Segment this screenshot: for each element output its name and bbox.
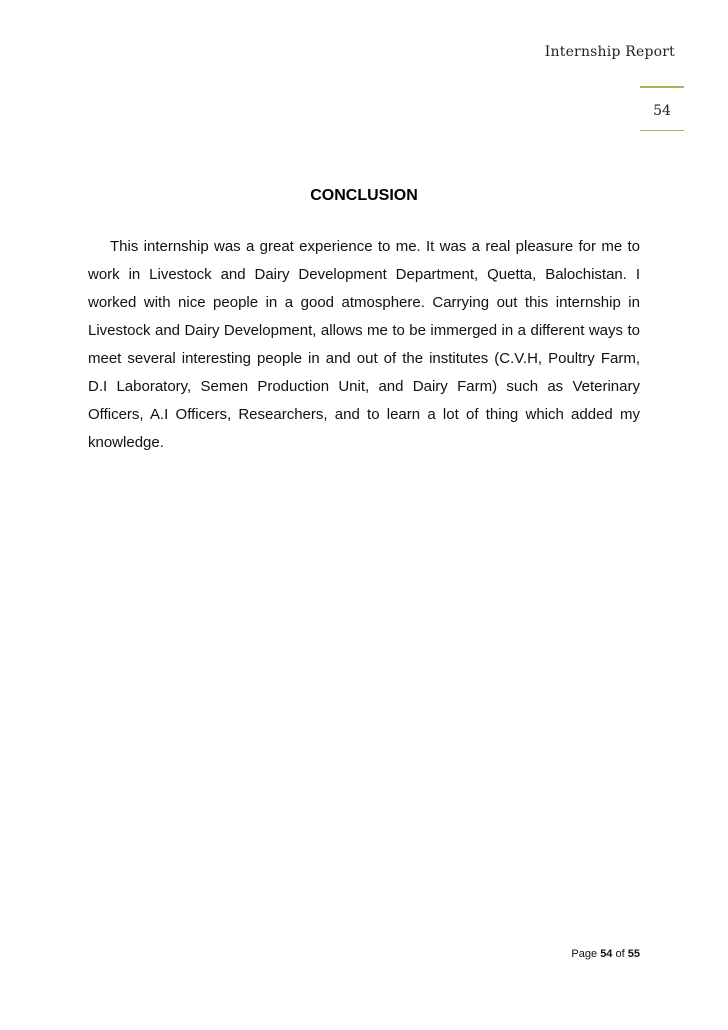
- section-heading: CONCLUSION: [310, 187, 418, 204]
- footer-total-pages: 55: [627, 948, 640, 960]
- footer-of-label: of: [615, 948, 625, 960]
- footer-current-page: 54: [600, 948, 613, 960]
- header-bottom-rule: [640, 130, 684, 131]
- header-top-rule: [640, 86, 684, 88]
- header-title: Internship Report: [544, 44, 675, 60]
- conclusion-paragraph: This internship was a great experience to me. It was a real pleasure for me to work in Livestock and Dairy Development Department, Quetta, Balochistan. I worked with nice people in a good atmosphere. Carrying out this internship in Livestock and Dairy Development, allows me to be immerged in a different ways to meet several interesting people in and out of the institutes (C.V.H, Poultry Farm, D.I Laboratory, Semen Production Unit, and Dairy Farm) such as Veterinary Officers, A.I Officers, Researchers, and to learn a lot of thing which added my knowledge.: [88, 238, 640, 451]
- header-page-number: 54: [653, 103, 671, 119]
- footer-page-label: Page: [571, 948, 598, 960]
- footer-page-indicator: [571, 948, 640, 960]
